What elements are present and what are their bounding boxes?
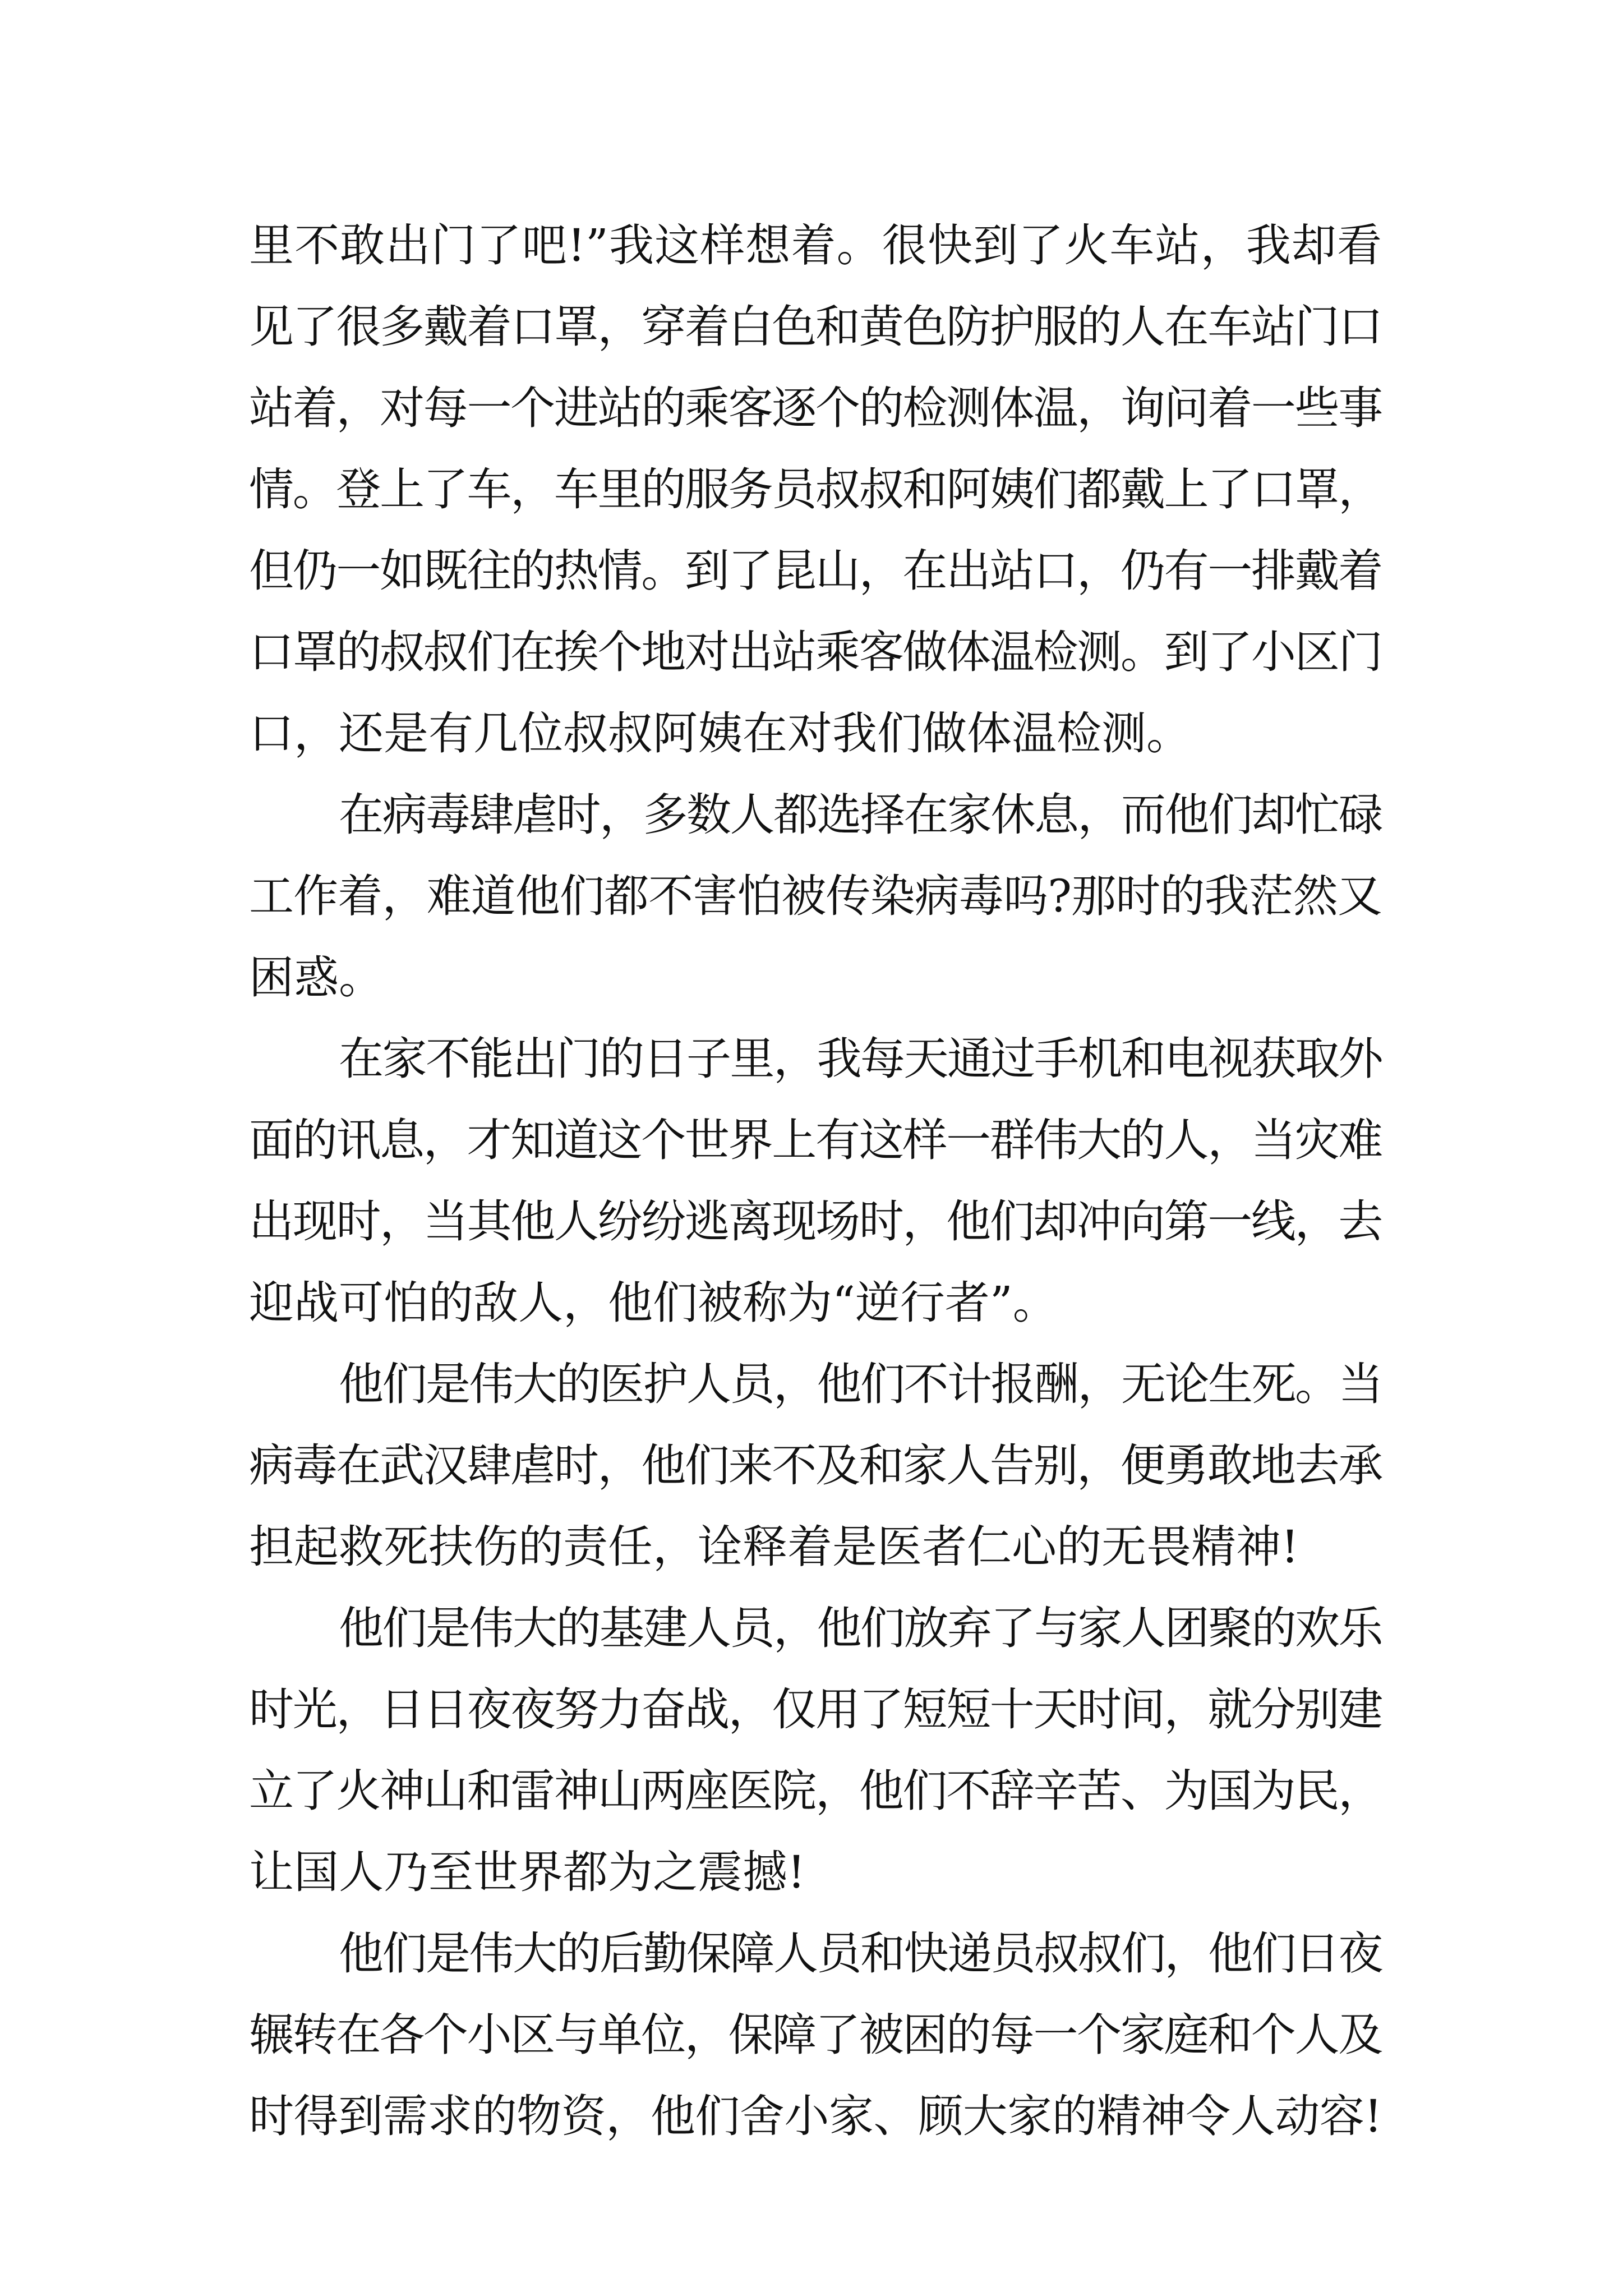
text-line: 病毒在武汉肆虐时，他们来不及和家人告别，便勇敢地去承 <box>249 1439 1382 1492</box>
text-line: 口，还是有几位叔叔阿姨在对我们做体温检测。 <box>249 707 1191 760</box>
text-line: 见了很多戴着口罩，穿着白色和黄色防护服的人在车站门口 <box>249 301 1382 353</box>
text-line: 口罩的叔叔们在挨个地对出站乘客做体温检测。到了小区门 <box>249 626 1382 678</box>
text-line: 出现时，当其他人纷纷逃离现场时，他们却冲向第一线，去 <box>249 1195 1382 1248</box>
paragraph-6 <box>249 1913 1382 2157</box>
body-text <box>249 205 1382 2157</box>
paragraph-5 <box>249 1588 1382 1913</box>
text-line: 时光，日日夜夜努力奋战，仅用了短短十天时间，就分别建 <box>249 1683 1382 1736</box>
text-line: 让国人乃至世界都为之震撼! <box>249 1846 806 1898</box>
text-line: 辗转在各个小区与单位，保障了被困的每一个家庭和个人及 <box>249 2009 1382 2061</box>
text-line: 情。登上了车，车里的服务员叔叔和阿姨们都戴上了口罩， <box>249 463 1382 516</box>
paragraph-4 <box>249 1343 1382 1588</box>
text-line: 在家不能出门的日子里，我每天通过手机和电视获取外 <box>339 1033 1382 1085</box>
text-line: 工作着，难道他们都不害怕被传染病毒吗?那时的我茫然又 <box>249 870 1382 922</box>
text-line: 他们是伟大的后勤保障人员和快递员叔叔们，他们日夜 <box>339 1927 1382 1980</box>
text-line: 困惑。 <box>249 951 384 1004</box>
paragraph-3 <box>249 1018 1382 1343</box>
text-line: 他们是伟大的基建人员，他们放弃了与家人团聚的欢乐 <box>339 1602 1382 1654</box>
paragraph-1 <box>249 205 1382 774</box>
text-line: 但仍一如既往的热情。到了昆山，在出站口，仍有一排戴着 <box>249 545 1382 597</box>
text-line: 站着，对每一个进站的乘客逐个的检测体温，询问着一些事 <box>249 382 1382 434</box>
text-line: 里不敢出门了吧!”我这样想着。很快到了火车站，我却看 <box>249 219 1382 272</box>
text-line: 他们是伟大的医护人员，他们不计报酬，无论生死。当 <box>339 1358 1382 1410</box>
text-line: 时得到需求的物资，他们舍小家、顾大家的精神令人动容! <box>249 2090 1382 2142</box>
text-line: 在病毒肆虐时，多数人都选择在家休息，而他们却忙碌 <box>339 789 1382 841</box>
text-line: 担起救死扶伤的责任，诠释着是医者仁心的无畏精神! <box>249 1521 1299 1573</box>
text-line: 迎战可怕的敌人，他们被称为“逆行者”。 <box>249 1277 1058 1329</box>
text-line: 立了火神山和雷神山两座医院，他们不辞辛苦、为国为民， <box>249 1765 1382 1817</box>
paragraph-2 <box>249 774 1382 1018</box>
text-line: 面的讯息，才知道这个世界上有这样一群伟大的人，当灾难 <box>249 1114 1382 1166</box>
